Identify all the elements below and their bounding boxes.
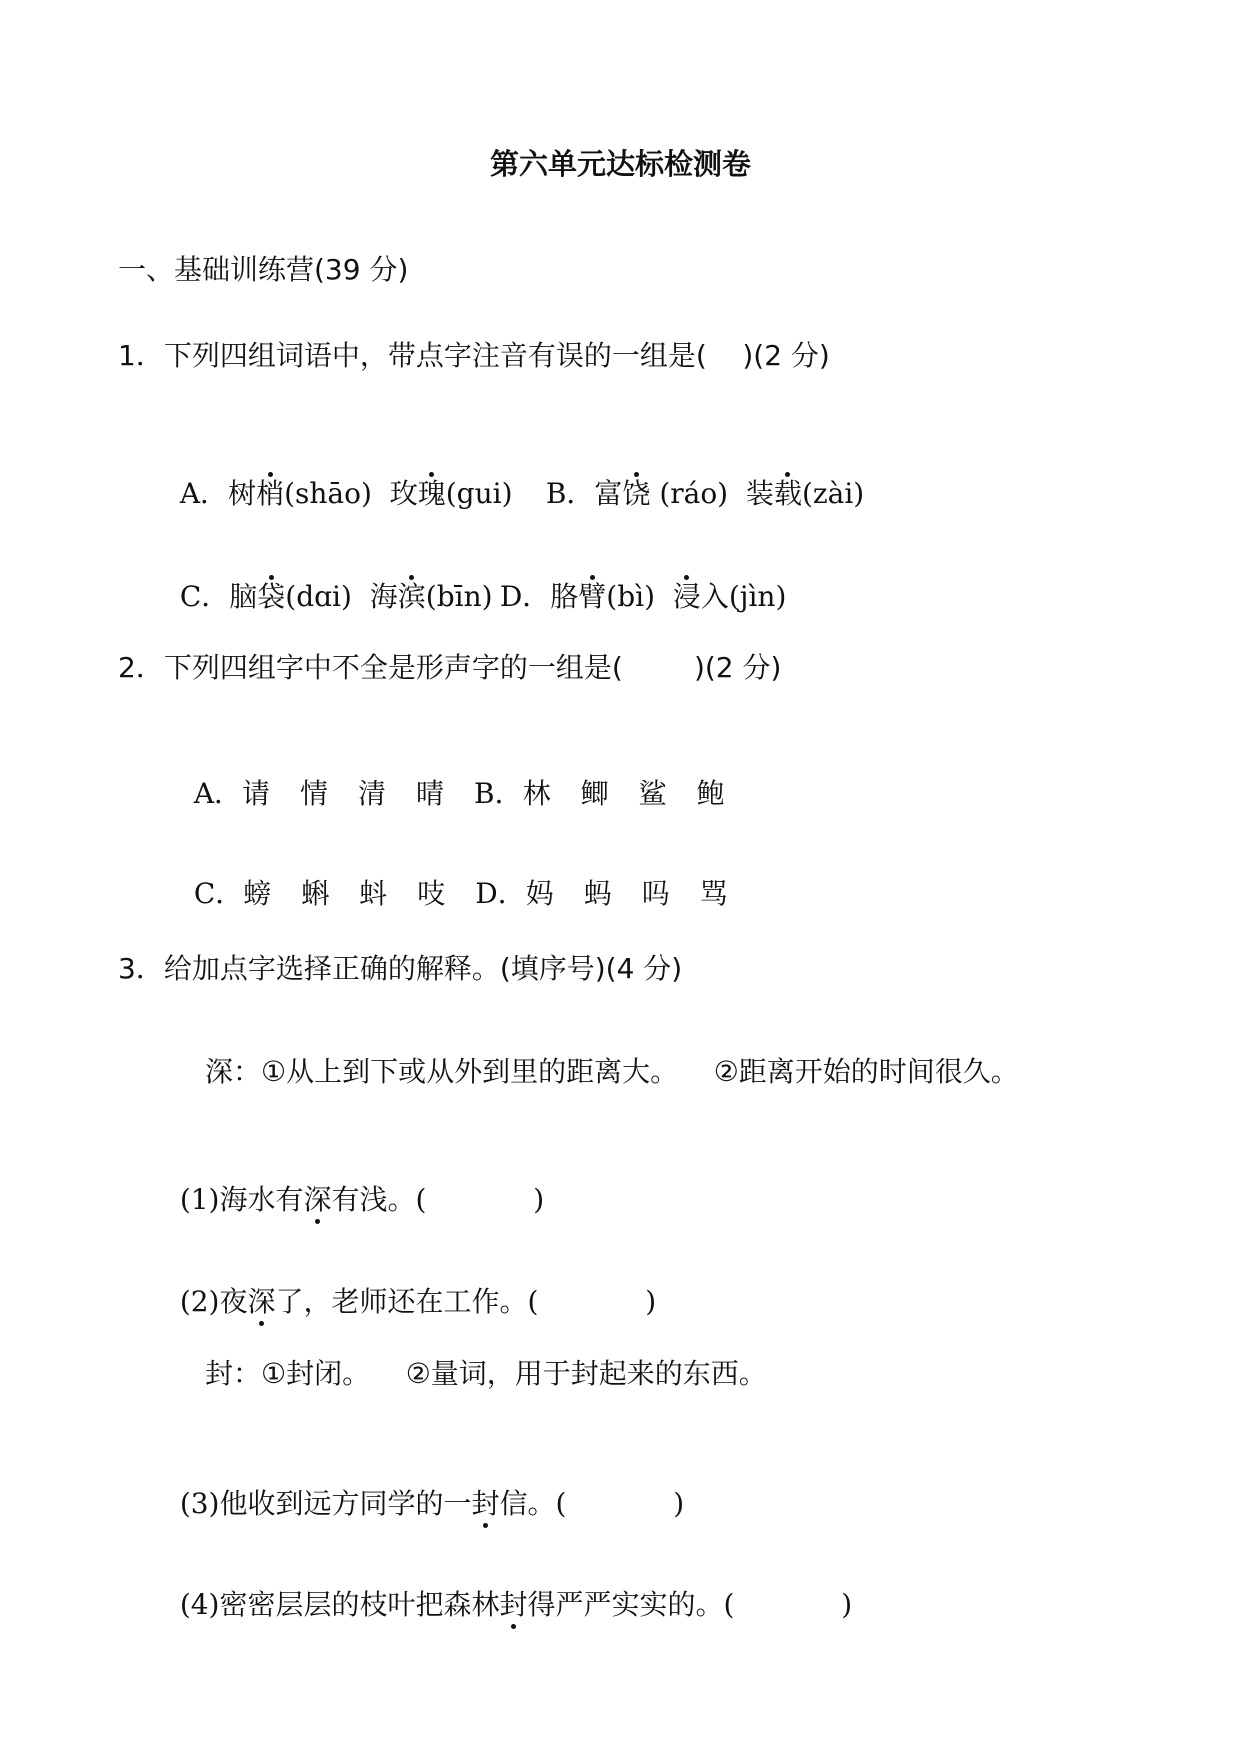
pinyin: 入(jìn) <box>700 580 787 613</box>
dotted-char: 梢 <box>256 477 285 510</box>
item-text: 信。( ) <box>499 1487 685 1520</box>
option-label: C． <box>193 877 244 910</box>
item-text: (1)海水有 <box>179 1183 304 1216</box>
question-1-option-b <box>528 452 864 508</box>
pinyin: (bì) <box>606 580 656 613</box>
option-char: 蝌 <box>301 877 330 910</box>
option-char: 鲨 <box>638 777 667 810</box>
question-3-stem: 3．给加点字选择正确的解释。(填序号)(4 分) <box>118 952 683 985</box>
dotted-char: 饶 <box>622 477 651 510</box>
item-text: (4)密密层层的枝叶把森林 <box>179 1588 500 1621</box>
question-3-item-3 <box>162 1462 684 1518</box>
option-label: A． <box>193 777 243 810</box>
dotted-char: 深 <box>303 1183 332 1216</box>
option-label: D． <box>475 877 526 910</box>
dotted-char: 浸 <box>672 580 701 613</box>
option-char: 清 <box>358 777 387 810</box>
item-text: (2)夜 <box>179 1285 248 1318</box>
item-text: 得严严实实的。( ) <box>527 1588 853 1621</box>
definition-shen: 深：①从上到下或从外到里的距离大。 ②距离开始的时间很久。 <box>205 1055 1019 1088</box>
question-2-stem: 2．下列四组字中不全是形声字的一组是( )(2 分) <box>118 651 782 684</box>
question-1-option-d <box>482 555 786 611</box>
option-char: 骂 <box>699 877 728 910</box>
item-text: 有浅。( ) <box>331 1183 545 1216</box>
dotted-char: 封 <box>499 1588 528 1621</box>
option-char: 蚂 <box>583 877 612 910</box>
question-1-stem: 1．下列四组词语中，带点字注音有误的一组是( )(2 分) <box>118 339 830 372</box>
dotted-char: 臂 <box>578 580 607 613</box>
option-char: 鲫 <box>580 777 609 810</box>
question-2-row-cd <box>176 852 758 908</box>
option-label: D． <box>499 580 551 613</box>
option-char: 情 <box>300 777 329 810</box>
option-char: 吗 <box>641 877 670 910</box>
option-char: 吱 <box>417 877 446 910</box>
option-char: 妈 <box>525 877 554 910</box>
dotted-char: 瑰 <box>417 477 446 510</box>
question-3-item-4 <box>162 1563 852 1619</box>
option-char: 请 <box>242 777 271 810</box>
dotted-char: 袋 <box>257 580 286 613</box>
question-1-option-a <box>162 452 513 508</box>
option-char: 蚪 <box>359 877 388 910</box>
option-text: 海 <box>369 580 398 613</box>
option-text: 富 <box>594 477 623 510</box>
option-char: 鲍 <box>696 777 725 810</box>
item-text: 了，老师还在工作。( ) <box>275 1285 657 1318</box>
option-char: 螃 <box>243 877 272 910</box>
option-text: 树 <box>228 477 257 510</box>
question-2-row-ab <box>176 752 755 808</box>
question-1-option-c <box>162 555 493 611</box>
question-3-item-1 <box>162 1158 544 1214</box>
option-text: 玫 <box>389 477 418 510</box>
section-heading: 一、基础训练营(39 分) <box>118 253 409 286</box>
page-title: 第六单元达标检测卷 <box>489 147 751 181</box>
pinyin: (zài) <box>801 477 865 510</box>
option-label: A． <box>179 477 229 510</box>
definition-feng: 封：①封闭。 ②量词，用于封起来的东西。 <box>205 1357 767 1390</box>
dotted-char: 载 <box>773 477 802 510</box>
pinyin: (ráo) <box>650 477 729 510</box>
option-label: B． <box>474 777 523 810</box>
option-text: 装 <box>745 477 774 510</box>
dotted-char: 深 <box>247 1285 276 1318</box>
option-label: C． <box>179 580 230 613</box>
option-label: B． <box>545 477 595 510</box>
pinyin: (shāo) <box>284 477 372 510</box>
item-text: (3)他收到远方同学的一 <box>179 1487 472 1520</box>
dotted-char: 滨 <box>397 580 426 613</box>
pinyin: (gui) <box>445 477 513 510</box>
option-text: 脑 <box>229 580 258 613</box>
question-3-item-2 <box>162 1260 656 1316</box>
pinyin: (bīn) <box>425 580 493 613</box>
option-char: 晴 <box>416 777 445 810</box>
dotted-char: 封 <box>471 1487 500 1520</box>
pinyin: (dɑi) <box>285 580 352 613</box>
option-char: 林 <box>522 777 551 810</box>
option-text: 胳 <box>550 580 579 613</box>
